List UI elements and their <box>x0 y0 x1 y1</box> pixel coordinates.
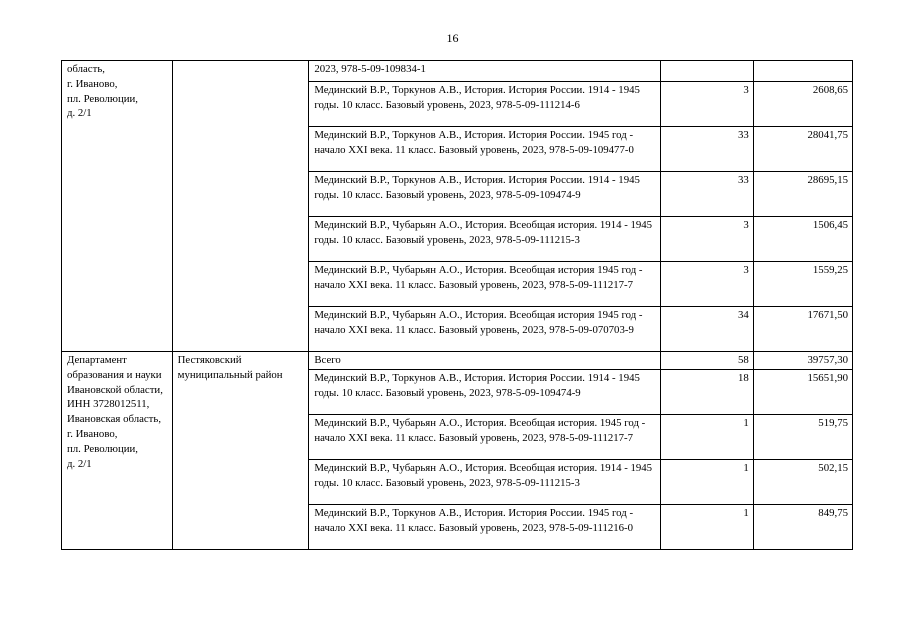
book-cell: Мединский В.Р., Чубарьян А.О., История. Всеобщая история 1945 год - начало XXI века. 11 класс. Базовый уровень, 2023, 978-5-09-111217-7 <box>309 262 661 307</box>
quantity-cell <box>660 61 753 82</box>
distribution-table <box>61 60 853 550</box>
quantity-cell: 33 <box>660 127 753 172</box>
sum-cell: 1506,45 <box>753 217 852 262</box>
total-quantity: 58 <box>660 352 753 370</box>
quantity-cell: 1 <box>660 459 753 504</box>
sum-cell: 1559,25 <box>753 262 852 307</box>
book-cell: Мединский В.Р., Торкунов А.В., История. История России. 1914 - 1945 годы. 10 класс. Базовый уровень, 2023, 978-5-09-109474-9 <box>309 369 661 414</box>
total-row <box>62 352 853 370</box>
sum-cell: 28041,75 <box>753 127 852 172</box>
book-cell: Мединский В.Р., Чубарьян А.О., История. Всеобщая история. 1914 - 1945 годы. 10 класс. Базовый уровень, 2023, 978-5-09-111215-3 <box>309 217 661 262</box>
book-cell: Мединский В.Р., Чубарьян А.О., История. Всеобщая история 1945 год - начало XXI века. 11 класс. Базовый уровень, 2023, 978-5-09-070703-9 <box>309 307 661 352</box>
quantity-cell: 18 <box>660 369 753 414</box>
book-cell: Мединский В.Р., Торкунов А.В., История. История России. 1945 год - начало XXI века. 11 класс. Базовый уровень, 2023, 978-5-09-109477-0 <box>309 127 661 172</box>
sum-cell: 502,15 <box>753 459 852 504</box>
quantity-cell: 1 <box>660 504 753 549</box>
page-number: 16 <box>446 31 459 45</box>
sum-cell: 519,75 <box>753 414 852 459</box>
sum-cell: 28695,15 <box>753 172 852 217</box>
sum-cell: 2608,65 <box>753 82 852 127</box>
quantity-cell: 34 <box>660 307 753 352</box>
sum-cell <box>753 61 852 82</box>
district-cell <box>172 61 309 352</box>
sum-cell: 17671,50 <box>753 307 852 352</box>
book-cell: Мединский В.Р., Торкунов А.В., История. История России. 1914 - 1945 годы. 10 класс. Базовый уровень, 2023, 978-5-09-109474-9 <box>309 172 661 217</box>
table-row <box>62 61 853 82</box>
quantity-cell: 1 <box>660 414 753 459</box>
book-cell: 2023, 978-5-09-109834-1 <box>309 61 661 82</box>
recipient-cell: Департамент образования и науки Ивановской области, ИНН 3728012511, Ивановская область, г. Иваново, пл. Революции, д. 2/1 <box>62 352 173 550</box>
quantity-cell: 3 <box>660 217 753 262</box>
quantity-cell: 3 <box>660 262 753 307</box>
book-cell: Мединский В.Р., Торкунов А.В., История. История России. 1914 - 1945 годы. 10 класс. Базовый уровень, 2023, 978-5-09-111214-6 <box>309 82 661 127</box>
quantity-cell: 33 <box>660 172 753 217</box>
book-cell: Мединский В.Р., Чубарьян А.О., История. Всеобщая история. 1914 - 1945 годы. 10 класс. Базовый уровень, 2023, 978-5-09-111215-3 <box>309 459 661 504</box>
total-label: Всего <box>309 352 661 370</box>
book-cell: Мединский В.Р., Торкунов А.В., История. История России. 1945 год - начало XXI века. 11 класс. Базовый уровень, 2023, 978-5-09-111216-0 <box>309 504 661 549</box>
recipient-cell: область, г. Иваново, пл. Революции, д. 2/1 <box>62 61 173 352</box>
sum-cell: 849,75 <box>753 504 852 549</box>
book-cell: Мединский В.Р., Чубарьян А.О., История. Всеобщая история. 1945 год - начало XXI века. 11 класс. Базовый уровень, 2023, 978-5-09-111217-7 <box>309 414 661 459</box>
quantity-cell: 3 <box>660 82 753 127</box>
total-sum: 39757,30 <box>753 352 852 370</box>
district-cell: Пестяковский муниципальный район <box>172 352 309 550</box>
sum-cell: 15651,90 <box>753 369 852 414</box>
